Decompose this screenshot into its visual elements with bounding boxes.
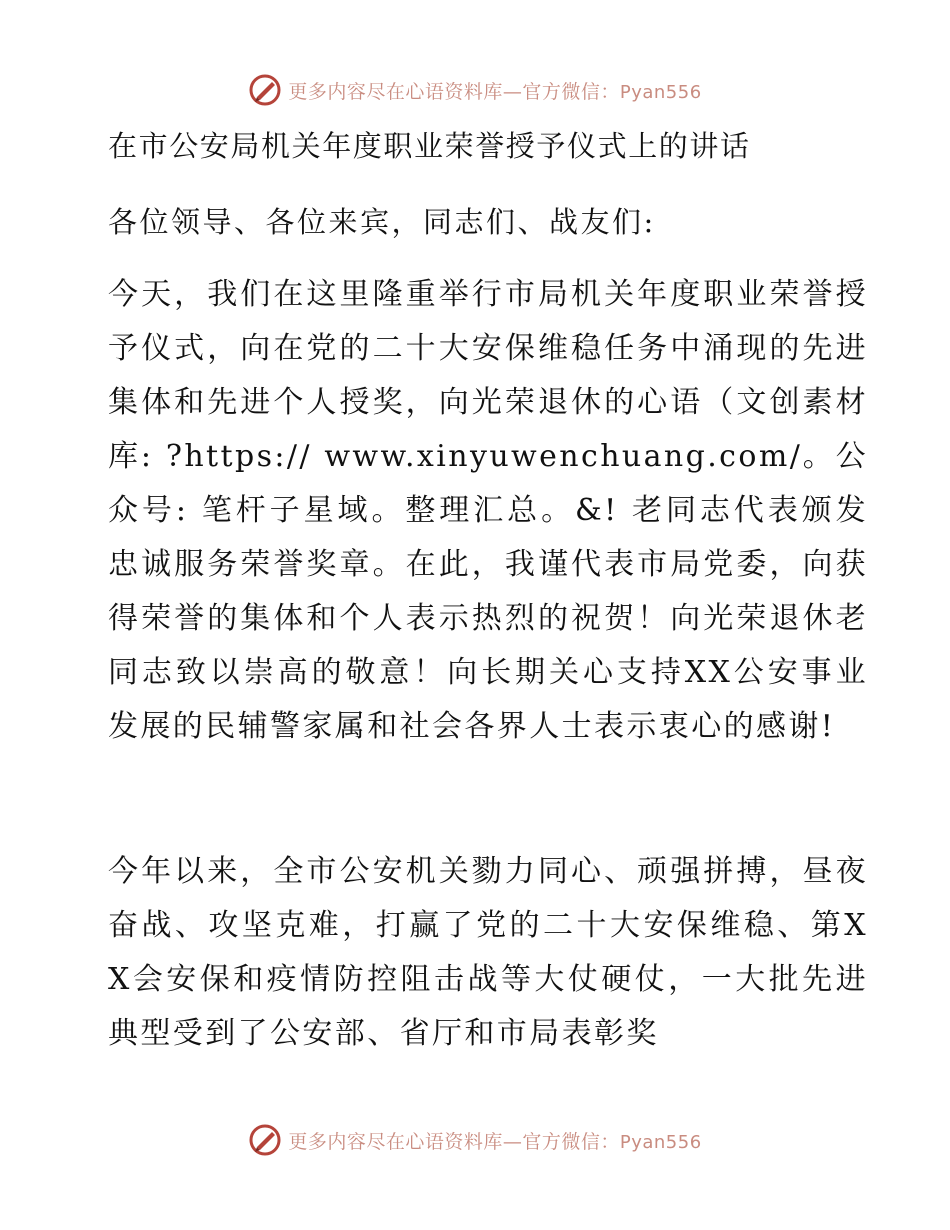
header-watermark [0,70,950,110]
paragraph-2: 今年以来，全市公安机关勠力同心、顽强拼搏，昼夜奋战、攻坚克难，打赢了党的二十大安保维稳、第XX会安保和疫情防控阻击战等大仗硬仗，一大批先进典型受到了公安部、省厅和市局表彰奖 [108,854,868,1051]
footer-watermark [0,1120,950,1160]
paragraph-1: 今天，我们在这里隆重举行市局机关年度职业荣誉授予仪式，向在党的二十大安保维稳任务中涌现的先进集体和先进个人授奖，向光荣退休的心语（文创素材库: ?https:// www.xinyuwenchuang.com/。公众号: 笔杆子星域。整理汇总。&! 老同志代表颁发忠诚服务荣誉奖章。在此，我谨代表市局党委，向获得荣誉的集体和个人表示热烈的祝贺！向光荣退休老同志致以崇高的敬意！向长期关心支持XX公安事业发展的民辅警家属和社会各界人士表示衷心的感谢! [108,277,868,744]
watermark-text: 更多内容尽在心语资料库—官方微信：Pyan556 [288,80,702,103]
watermark-text: 更多内容尽在心语资料库—官方微信：Pyan556 [288,1130,702,1153]
document-title: 在市公安局机关年度职业荣誉授予仪式上的讲话 [108,129,751,163]
pen-logo-icon [248,1123,282,1157]
salutation: 各位领导、各位来宾，同志们、战友们: [108,205,656,239]
pen-logo-icon [248,73,282,107]
